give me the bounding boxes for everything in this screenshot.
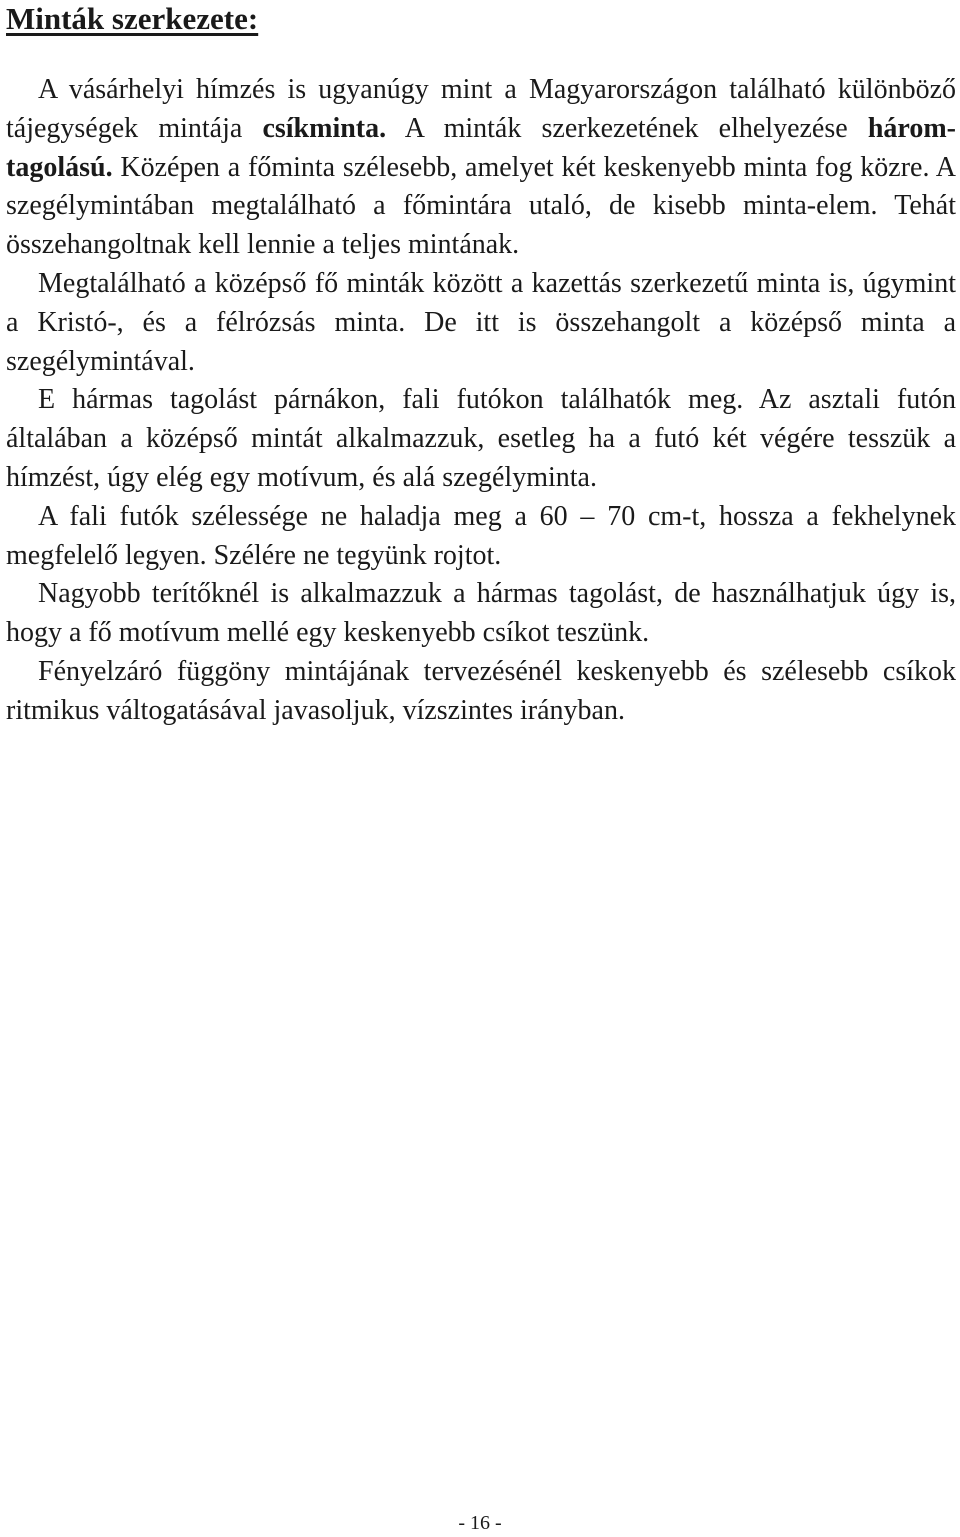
paragraph-fali-futok: A fali futók szélessége ne haladja meg a 60 – 70 cm-t, hossza a fekhelynek megfelelő legyen. Szélére ne tegyünk rojtot. xyxy=(6,500,956,571)
bold-term-harom-tagolasu: három-tagolású. xyxy=(6,112,956,183)
paragraph-text: Középen a főminta szélesebb, amelyet két keskenyebb minta fog közre. A szegélymintában megtalálható a főmintára utaló, de kisebb minta-elem. Tehát összehangoltnak kell lennie a teljes mintának. xyxy=(6,151,956,261)
section-heading: Minták szerkezete: xyxy=(6,1,259,36)
body-text xyxy=(6,71,956,731)
paragraph-teritok: Nagyobb terítőknél is alkalmazzuk a hármas tagolást, de használhatjuk úgy is, hogy a fő motívum mellé egy keskenyebb csíkot teszünk. xyxy=(6,578,956,649)
bold-term-csikminta: csíkminta. xyxy=(262,112,387,144)
paragraph-text: A minták szerkezetének elhelyezése xyxy=(386,112,868,144)
paragraph-structure-intro xyxy=(6,71,956,265)
paragraph-fenyelzaro: Fényelzáró függöny mintájának tervezésénél keskenyebb és szélesebb csíkok ritmikus váltogatásával javasoljuk, vízszintes irányban. xyxy=(6,655,956,726)
paragraph-kazettas: Megtalálható a középső fő minták között a kazettás szerkezetű minta is, úgymint a Kristó-, és a félrózsás minta. De itt is összehangolt a középső minta a szegélymintával. xyxy=(6,267,956,377)
paragraph-harmas-tagolas: E hármas tagolást párnákon, fali futókon találhatók meg. Az asztali futón általában a középső mintát alkalmazzuk, esetleg ha a futó két végére tesszük a hímzést, úgy elég egy motívum, és alá szegélyminta. xyxy=(6,384,956,493)
paragraph-text: A vásárhelyi hímzés is ugyanúgy mint a Magyarországon található különböző tájegységek mintája xyxy=(6,74,956,144)
page-number: - 16 - xyxy=(458,1512,502,1534)
